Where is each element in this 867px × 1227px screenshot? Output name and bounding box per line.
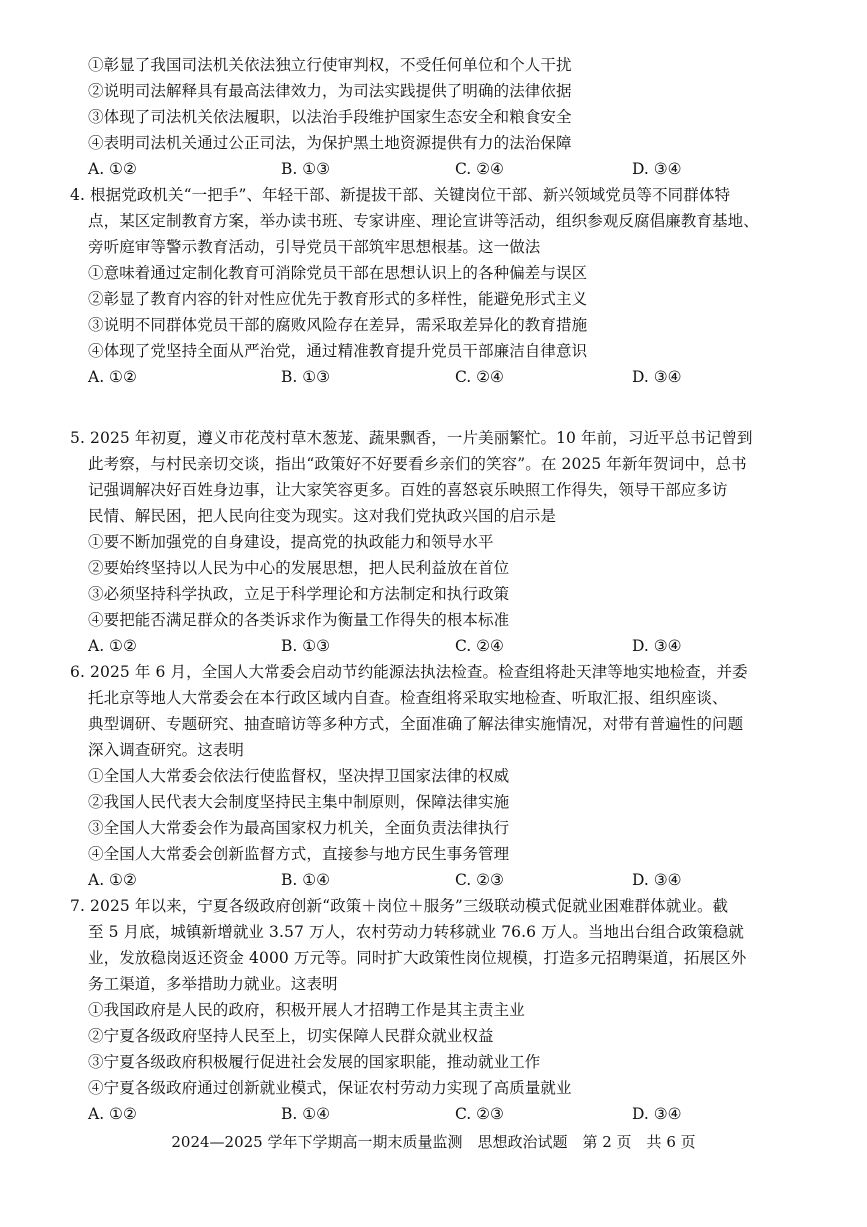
q6-option-3: ③全国人大常委会作为最高国家权力机关，全面负责法律执行: [88, 819, 510, 837]
q7-choice-c: C. ②③: [455, 1105, 504, 1123]
q5-choice-c: C. ②④: [455, 637, 504, 655]
q5-option-1: ①要不断加强党的自身建设，提高党的执政能力和领导水平: [88, 533, 494, 551]
q6-option-2: ②我国人民代表大会制度坚持民主集中制原则，保障法律实施: [88, 793, 510, 811]
q5-stem-line-2: 此考察，与村民亲切交谈，指出“政策好不好要看乡亲们的笑容”。在 2025 年新年贺词中，总书: [88, 455, 747, 473]
q4-choice-a: A. ①②: [88, 368, 137, 386]
q4-option-1: ①意味着通过定制化教育可消除党员干部在思想认识上的各种偏差与误区: [88, 264, 588, 282]
q6-option-1: ①全国人大常委会依法行使监督权，坚决捍卫国家法律的权威: [88, 767, 510, 785]
q5-stem-line-1: 5. 2025 年初夏，遵义市花茂村草木葱茏、蔬果飘香，一片美丽繁忙。10 年前，习近平总书记曾到: [70, 429, 753, 447]
q7-choice-a: A. ①②: [88, 1105, 137, 1123]
q4-option-3: ③说明不同群体党员干部的腐败风险存在差异，需采取差异化的教育措施: [88, 316, 588, 334]
q7-option-3: ③宁夏各级政府积极履行促进社会发展的国家职能，推动就业工作: [88, 1053, 541, 1071]
q6-stem-line-1: 6. 2025 年 6 月，全国人大常委会启动节约能源法执法检查。检查组将赴天津等地实地检查，并委: [70, 663, 748, 681]
q4-choice-d: D. ③④: [632, 368, 682, 386]
q3-option-1: ①彰显了我国司法机关依法独立行使审判权，不受任何单位和个人干扰: [88, 56, 572, 74]
q7-stem-line-4: 务工渠道，多举措助力就业。这表明: [88, 975, 338, 993]
q3-option-2: ②说明司法解释具有最高法律效力，为司法实践提供了明确的法律依据: [88, 82, 572, 100]
q5-option-2: ②要始终坚持以人民为中心的发展思想，把人民利益放在首位: [88, 559, 510, 577]
q7-stem-line-2: 至 5 月底，城镇新增就业 3.57 万人，农村劳动力转移就业 76.6 万人。当地出台组合政策稳就: [88, 923, 744, 941]
q6-stem-line-3: 典型调研、专题研究、抽查暗访等多种方式，全面准确了解法律实施情况，对带有普遍性的问题: [88, 715, 744, 733]
q4-stem-line-3: 旁听庭审等警示教育活动，引导党员干部筑牢思想根基。这一做法: [88, 238, 541, 256]
q4-option-2: ②彰显了教育内容的针对性应优先于教育形式的多样性，能避免形式主义: [88, 290, 588, 308]
q4-choice-c: C. ②④: [455, 368, 504, 386]
q7-option-4: ④宁夏各级政府通过创新就业模式，保证农村劳动力实现了高质量就业: [88, 1079, 572, 1097]
page-footer: 2024—2025 学年下学期高一期末质量监测 思想政治试题 第 2 页 共 6 页: [171, 1133, 696, 1151]
q6-stem-line-4: 深入调查研究。这表明: [88, 741, 245, 759]
q5-option-4: ④要把能否满足群众的各类诉求作为衡量工作得失的根本标准: [88, 611, 510, 629]
q5-choice-d: D. ③④: [632, 637, 682, 655]
q4-choices: [88, 366, 828, 388]
q6-choice-d: D. ③④: [632, 871, 682, 889]
q3-choice-b: B. ①③: [281, 160, 331, 178]
q5-choices: [88, 635, 828, 657]
q7-stem-line-3: 业，发放稳岗返还资金 4000 万元等。同时扩大政策性岗位规模，打造多元招聘渠道，拓展区外: [88, 949, 747, 967]
q3-option-3: ③体现了司法机关依法履职，以法治手段维护国家生态安全和粮食安全: [88, 108, 572, 126]
q7-option-1: ①我国政府是人民的政府，积极开展人才招聘工作是其主责主业: [88, 1001, 525, 1019]
q3-choice-c: C. ②④: [455, 160, 504, 178]
q5-stem-line-4: 民情、解民困，把人民向往变为现实。这对我们党执政兴国的启示是: [88, 507, 557, 525]
q4-option-4: ④体现了党坚持全面从严治党，通过精准教育提升党员干部廉洁自律意识: [88, 342, 588, 360]
q7-option-2: ②宁夏各级政府坚持人民至上，切实保障人民群众就业权益: [88, 1027, 494, 1045]
q7-choices: [88, 1103, 828, 1125]
q7-choice-b: B. ①④: [281, 1105, 331, 1123]
q4-stem-line-1: 4. 根据党政机关“一把手”、年轻干部、新提拔干部、关键岗位干部、新兴领域党员等不同群体特: [70, 186, 731, 204]
q3-choice-a: A. ①②: [88, 160, 137, 178]
q3-choice-d: D. ③④: [632, 160, 682, 178]
q6-stem-line-2: 托北京等地人大常委会在本行政区域内自查。检查组将采取实地检查、听取汇报、组织座谈、: [88, 689, 728, 707]
q5-choice-a: A. ①②: [88, 637, 137, 655]
q5-option-3: ③必须坚持科学执政，立足于科学理论和方法制定和执行政策: [88, 585, 510, 603]
q3-option-4: ④表明司法机关通过公正司法，为保护黑土地资源提供有力的法治保障: [88, 134, 572, 152]
q7-stem-line-1: 7. 2025 年以来，宁夏各级政府创新“政策＋岗位＋服务”三级联动模式促就业困难群体就业。截: [70, 897, 729, 915]
q6-choice-b: B. ①④: [281, 871, 331, 889]
q6-choice-c: C. ②③: [455, 871, 504, 889]
q6-choices: [88, 869, 828, 891]
q4-stem-line-2: 点，某区定制教育方案，举办读书班、专家讲座、理论宣讲等活动，组织参观反腐倡廉教育基地、: [88, 212, 759, 230]
q5-stem-line-3: 记强调解决好百姓身边事，让大家笑容更多。百姓的喜怒哀乐映照工作得失，领导干部应多访: [88, 481, 728, 499]
q3-choices: [88, 158, 828, 180]
q7-choice-d: D. ③④: [632, 1105, 682, 1123]
q6-option-4: ④全国人大常委会创新监督方式，直接参与地方民生事务管理: [88, 845, 510, 863]
q4-choice-b: B. ①③: [281, 368, 331, 386]
q5-choice-b: B. ①③: [281, 637, 331, 655]
q6-choice-a: A. ①②: [88, 871, 137, 889]
